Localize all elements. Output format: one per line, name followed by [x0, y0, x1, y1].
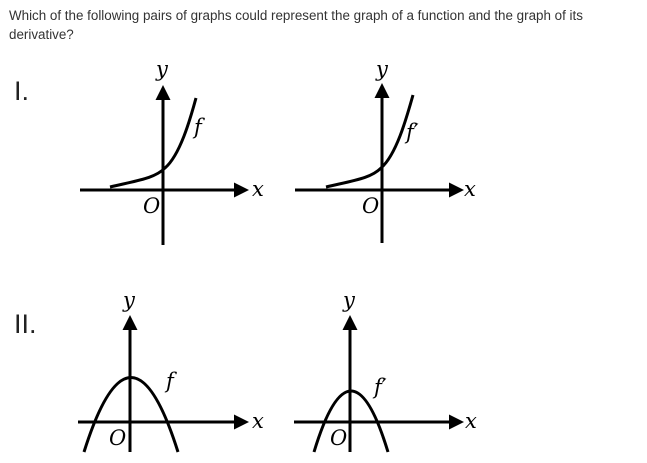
curve-label: f [194, 115, 202, 139]
x-axis-label: x [464, 177, 476, 201]
graph-1-left [80, 57, 264, 245]
graph-2-left [78, 288, 264, 452]
x-axis-label: x [252, 177, 264, 201]
origin-label: O [362, 194, 380, 218]
function-curve [110, 98, 196, 187]
graph-1-right [295, 57, 476, 243]
derivative-curve [326, 95, 413, 187]
x-axis-label: x [252, 409, 264, 433]
pair-1-numeral: I. [14, 76, 30, 106]
origin-label: O [109, 426, 127, 450]
curve-label: f [166, 369, 174, 393]
y-axis-label: y [123, 288, 135, 312]
y-axis-label: y [156, 57, 168, 81]
graph-2-right [294, 288, 477, 452]
x-axis-label: x [465, 409, 477, 433]
origin-label: O [143, 194, 161, 218]
pair-2-numeral: II. [14, 309, 37, 339]
curve-label: f′ [374, 375, 387, 399]
y-axis-label: y [343, 288, 355, 312]
y-axis-label: y [376, 57, 388, 81]
origin-label: O [330, 426, 348, 450]
question-text: Which of the following pairs of graphs could represent the graph of a function and the graph of its derivative? [9, 8, 583, 42]
curve-label: f′ [406, 120, 419, 144]
